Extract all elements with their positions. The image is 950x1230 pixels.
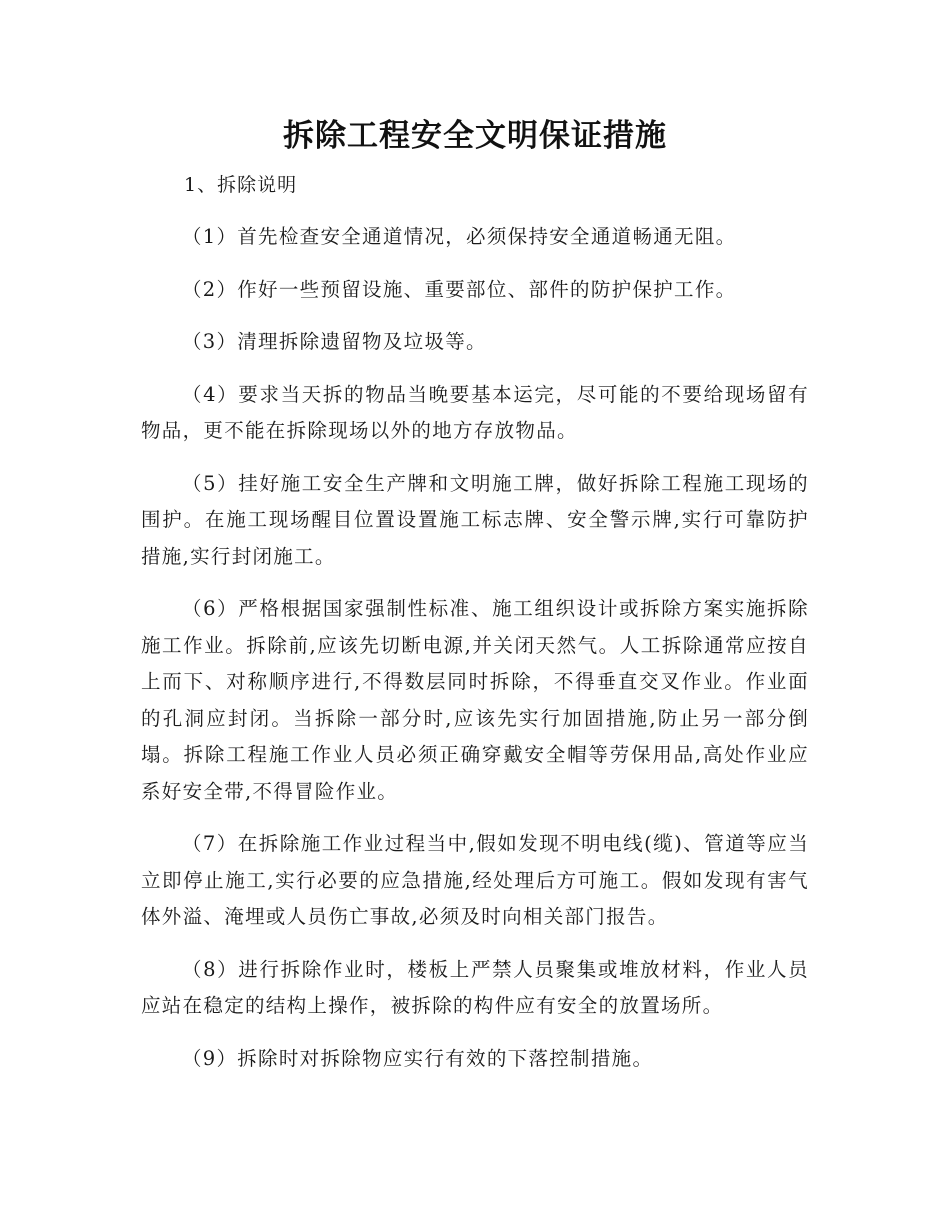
document-body: [141, 219, 809, 1093]
paragraph-6: （6）严格根据国家强制性标准、施工组织设计或拆除方案实施拆除施工作业。拆除前,应该先切断电源,并关闭天然气。人工拆除通常应按自上而下、对称顺序进行,不得数层同时拆除，不得垂直交叉作业。作业面的孔洞应封闭。当拆除一部分时,应该先实行加固措施,防止另一部分倒塌。拆除工程施工作业人员必须正确穿戴安全帽等劳保用品,高处作业应系好安全带,不得冒险作业。: [141, 597, 809, 803]
paragraph-7: （7）在拆除施工作业过程当中,假如发现不明电线(缆)、管道等应当立即停止施工,实行必要的应急措施,经处理后方可施工。假如发现有害气体外溢、淹埋或人员伤亡事故,必须及时向相关部门报告。: [141, 832, 809, 928]
paragraph-4: （4）要求当天拆的物品当晚要基本运完，尽可能的不要给现场留有物品，更不能在拆除现场以外的地方存放物品。: [141, 382, 809, 442]
paragraph-9: （9）拆除时对拆除物应实行有效的下落控制措施。: [181, 1046, 654, 1070]
paragraph-2: （2）作好一些预留设施、重要部位、部件的防护保护工作。: [181, 277, 737, 301]
document-title: 拆除工程安全文明保证措施: [283, 118, 667, 154]
paragraph-8: （8）进行拆除作业时，楼板上严禁人员聚集或堆放材料，作业人员应站在稳定的结构上操作，被拆除的构件应有安全的放置场所。: [141, 957, 809, 1017]
paragraph-3: （3）清理拆除遗留物及垃圾等。: [181, 330, 487, 353]
paragraph-5: （5）挂好施工安全生产牌和文明施工牌，做好拆除工程施工现场的围护。在施工现场醒目位置设置施工标志牌、安全警示牌,实行可靠防护措施,实行封闭施工。: [141, 471, 809, 568]
section-heading: 1、拆除说明: [184, 174, 298, 196]
paragraph-1: （1）首先检查安全通道情况，必须保持安全通道畅通无阻。: [181, 225, 737, 248]
